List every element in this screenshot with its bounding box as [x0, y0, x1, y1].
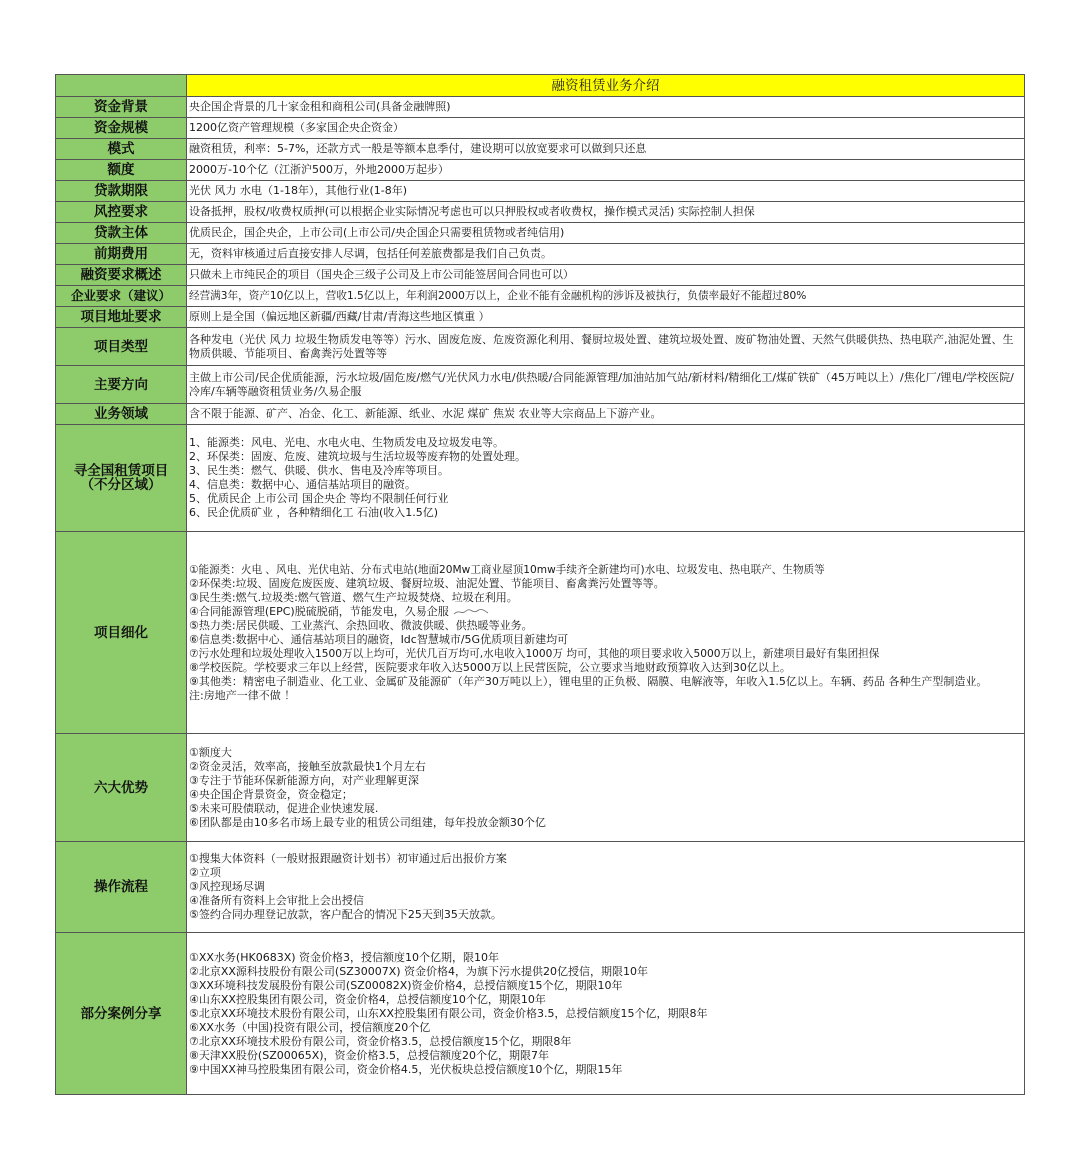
content-line: 优质民企，国企央企，上市公司(上市公司/央企国企只需要租赁物或者纯信用)	[189, 226, 565, 239]
content-line: 2、环保类：固废、危废、建筑垃圾与生活垃圾等废弃物的处置处理。	[189, 450, 526, 463]
content-line: ③风控现场尽调	[189, 880, 265, 893]
content-line: 2000万-10个亿（江浙沪500万，外地2000万起步）	[189, 163, 449, 176]
content-line: ②资金灵活，效率高，接触至放款最快1个月左右	[189, 759, 426, 773]
row-label: 风控要求	[56, 202, 187, 223]
row-label: 部分案例分享	[56, 933, 187, 1095]
content-line: ⑤北京XX环境技术股份有限公司，山东XX控股集团有限公司，资金价格3.5，总授信额度15个亿，期限8年	[189, 1006, 708, 1020]
row-label: 项目地址要求	[56, 307, 187, 328]
row-label: 资金规模	[56, 118, 187, 139]
content-line: ①搜集大体资料（一般财报跟融资计划书）初审通过后出报价方案	[189, 852, 507, 865]
row-label: 项目细化	[56, 532, 187, 734]
row-content	[187, 366, 1025, 404]
content-line: ⑦北京XX环境技术股份有限公司，资金价格3.5，总授信额度15个亿，期限8年	[189, 1034, 572, 1048]
row-label: 企业要求（建议）	[56, 286, 187, 307]
content-line: 含不限于能源、矿产、冶金、化工、新能源、纸业、水泥 煤矿 焦炭 农业等大宗商品上下游产业。	[189, 407, 662, 420]
table-row	[56, 160, 1025, 181]
content-line: 原则上是全国（偏远地区新疆/西藏/甘肃/青海这些地区慎重 ）	[189, 310, 490, 323]
table-row	[56, 139, 1025, 160]
content-line: 6、民企优质矿业 ，各种精细化工 石油(收入1.5亿)	[189, 506, 439, 519]
content-line: 1200亿资产管理规模（多家国企央企资金）	[189, 121, 404, 134]
content-line: ⑧学校医院。学校要求三年以上经营，医院要求年收入达5000万以上民营医院，公立要求当地财政预算收入达到30亿以上。	[189, 660, 791, 674]
content-line: 设备抵押，股权/收费权质押(可以根据企业实际情况考虑也可以只押股权或者收费权，操作模式灵活) 实际控制人担保	[189, 205, 755, 218]
table-row	[56, 202, 1025, 223]
content-line: ②立项	[189, 866, 221, 879]
scribble-mark	[453, 608, 489, 616]
content-line: ③XX环境科技发展股份有限公司(SZ00082X)资金价格4，总授信额度15个亿，期限10年	[189, 978, 623, 992]
content-line	[189, 605, 1022, 619]
table-row	[56, 933, 1025, 1095]
row-content	[187, 181, 1025, 202]
content-line: ⑨其他类：精密电子制造业、化工业、金属矿及能源矿（年产30万吨以上），锂电里的正负极、隔膜、电解液等，年收入1.5亿以上。车辆、药品 各种生产型制造业。	[189, 674, 988, 688]
row-content	[187, 842, 1025, 933]
content-line: ①额度大	[189, 745, 232, 759]
content-line: 各种发电（光伏 风力 垃圾生物质发电等等）污水、固废危废、危废资源化利用、餐厨垃圾处置、建筑垃圾处置、废矿物油处置、天然气供暖供热、热电联产,油泥处置、生物质供暖、节能项目、畜禽粪污处置等等	[189, 332, 1014, 360]
row-label: 模式	[56, 139, 187, 160]
row-label: 资金背景	[56, 97, 187, 118]
content-line: 3、民生类：燃气、供暖、供水、售电及冷库等项目。	[189, 464, 449, 477]
content-line: ①XX水务(HK0683X) 资金价格3，授信额度10个亿期，限10年	[189, 950, 500, 964]
row-label: 融资要求概述	[56, 265, 187, 286]
content-line: ②北京XX源科技股份有限公司(SZ30007X) 资金价格4，为旗下污水提供20亿授信，期限10年	[189, 964, 649, 978]
content-line: 融资租赁，利率：5-7%，还款方式一般是等额本息季付，建设期可以放宽要求可以做到只还息	[189, 142, 647, 155]
content-line: 注:房地产一律不做 ！	[189, 688, 296, 702]
row-content	[187, 244, 1025, 265]
content-line: ⑥团队都是由10多名市场上最专业的租赁公司组建，每年投放金额30个亿	[189, 815, 546, 829]
table-row	[56, 181, 1025, 202]
table-row	[56, 118, 1025, 139]
content-line: 5、优质民企 上市公司 国企央企 等均不限制任何行业	[189, 492, 449, 505]
table-row	[56, 265, 1025, 286]
content-line: ⑤热力类:居民供暖、工业蒸汽、余热回收、微波供暖、供热暖等业务。	[189, 618, 533, 632]
content-line: ⑨中国XX神马控股集团有限公司，资金价格4.5，光伏板块总授信额度10个亿，期限15年	[189, 1062, 623, 1076]
content-line: 4、信息类：数据中心、通信基站项目的融资。	[189, 478, 416, 491]
title-row-label-cell	[56, 75, 187, 97]
content-line: ④山东XX控股集团有限公司，资金价格4，总授信额度10个亿，期限10年	[189, 992, 546, 1006]
row-label: 六大优势	[56, 734, 187, 842]
row-label: 寻全国租赁项目（不分区域）	[56, 425, 187, 532]
content-line: 无，资料审核通过后直接安排人尽调，包括任何差旅费都是我们自己负责。	[189, 247, 552, 260]
sheet-title: 融资租赁业务介绍	[187, 75, 1025, 97]
row-content	[187, 202, 1025, 223]
row-content	[187, 404, 1025, 425]
content-line: ⑤未来可股债联动，促进企业快速发展.	[189, 801, 379, 815]
row-content	[187, 328, 1025, 366]
content-line: ④央企国企背景资金，资金稳定；	[189, 787, 353, 801]
table-row	[56, 532, 1025, 734]
table-row	[56, 366, 1025, 404]
table-row	[56, 734, 1025, 842]
row-label: 前期费用	[56, 244, 187, 265]
table-row	[56, 97, 1025, 118]
row-label: 额度	[56, 160, 187, 181]
row-content	[187, 425, 1025, 532]
row-label: 项目类型	[56, 328, 187, 366]
content-line: ⑥信息类:数据中心、通信基站项目的融资，Idc智慧城市/5G优质项目新建均可	[189, 632, 569, 646]
row-content	[187, 118, 1025, 139]
content-text: ④合同能源管理(EPC)脱硫脱硝，节能发电，久易企服	[189, 604, 449, 618]
row-content	[187, 97, 1025, 118]
table-row	[56, 223, 1025, 244]
row-content	[187, 933, 1025, 1095]
title-row	[56, 75, 1025, 97]
table-row	[56, 842, 1025, 933]
row-content	[187, 223, 1025, 244]
row-label: 操作流程	[56, 842, 187, 933]
row-content	[187, 265, 1025, 286]
row-content	[187, 286, 1025, 307]
content-line: ④准备所有资料上会审批上会出授信	[189, 894, 364, 907]
content-line: 经营满3年，资产10亿以上，营收1.5亿以上，年利润2000万以上，企业不能有金融机构的涉诉及被执行，负债率最好不能超过80%	[189, 290, 807, 302]
content-line: 央企国企背景的几十家金租和商租公司(具备金融牌照)	[189, 100, 451, 113]
content-line: ⑧天津XX股份(SZ00065X)，资金价格3.5，总授信额度20个亿，期限7年	[189, 1048, 550, 1062]
row-label: 贷款主体	[56, 223, 187, 244]
row-label: 业务领域	[56, 404, 187, 425]
financing-lease-table	[55, 74, 1025, 1095]
content-line: 光伏 风力 水电（1-18年），其他行业(1-8年)	[189, 184, 408, 197]
content-line: ①能源类：火电 、风电、光伏电站、分布式电站(地面20Mw工商业屋顶10mw手续齐全新建均可)水电、垃圾发电、热电联产、生物质等	[189, 563, 825, 576]
row-content	[187, 139, 1025, 160]
row-content	[187, 532, 1025, 734]
table-row	[56, 286, 1025, 307]
row-content	[187, 160, 1025, 181]
table-row	[56, 425, 1025, 532]
row-content	[187, 307, 1025, 328]
content-line: ②环保类:垃圾、固废危废医废、建筑垃圾、餐厨垃圾、油泥处置、节能项目、畜禽粪污处置等等。	[189, 576, 665, 590]
row-label: 贷款期限	[56, 181, 187, 202]
row-content	[187, 734, 1025, 842]
table-row	[56, 328, 1025, 366]
table-row	[56, 244, 1025, 265]
content-line: ⑤签约合同办理登记放款，客户配合的情况下25天到35天放款。	[189, 908, 502, 921]
content-line: ⑦污水处理和垃圾处理收入1500万以上均可，光伏几百万均可,水电收入1000万 均可，其他的项目要求收入5000万以上，新建项目最好有集团担保	[189, 647, 880, 660]
content-line: 1、能源类：风电、光电、水电火电、生物质发电及垃圾发电等。	[189, 436, 504, 449]
content-line: 只做未上市纯民企的项目（国央企三级子公司及上市公司能签居间合同也可以）	[189, 268, 574, 281]
content-line: ③民生类:燃气.垃圾类:燃气管道、燃气生产垃圾焚烧、垃圾在利用。	[189, 590, 518, 604]
table-row	[56, 404, 1025, 425]
row-label: 主要方向	[56, 366, 187, 404]
content-line: ⑥XX水务（中国)投资有限公司，授信额度20个亿	[189, 1020, 431, 1034]
table-row	[56, 307, 1025, 328]
content-line: ③专注于节能环保新能源方向，对产业理解更深	[189, 773, 419, 787]
content-line: 主做上市公司/民企优质能源，污水垃圾/固危废/燃气/光伏风力水电/供热暖/合同能源管理/加油站加气站/新材料/精细化工/煤矿铁矿（45万吨以上）/焦化厂/锂电/学校医院/冷库/车辆等融资租赁业务/久易企服	[189, 370, 1014, 398]
